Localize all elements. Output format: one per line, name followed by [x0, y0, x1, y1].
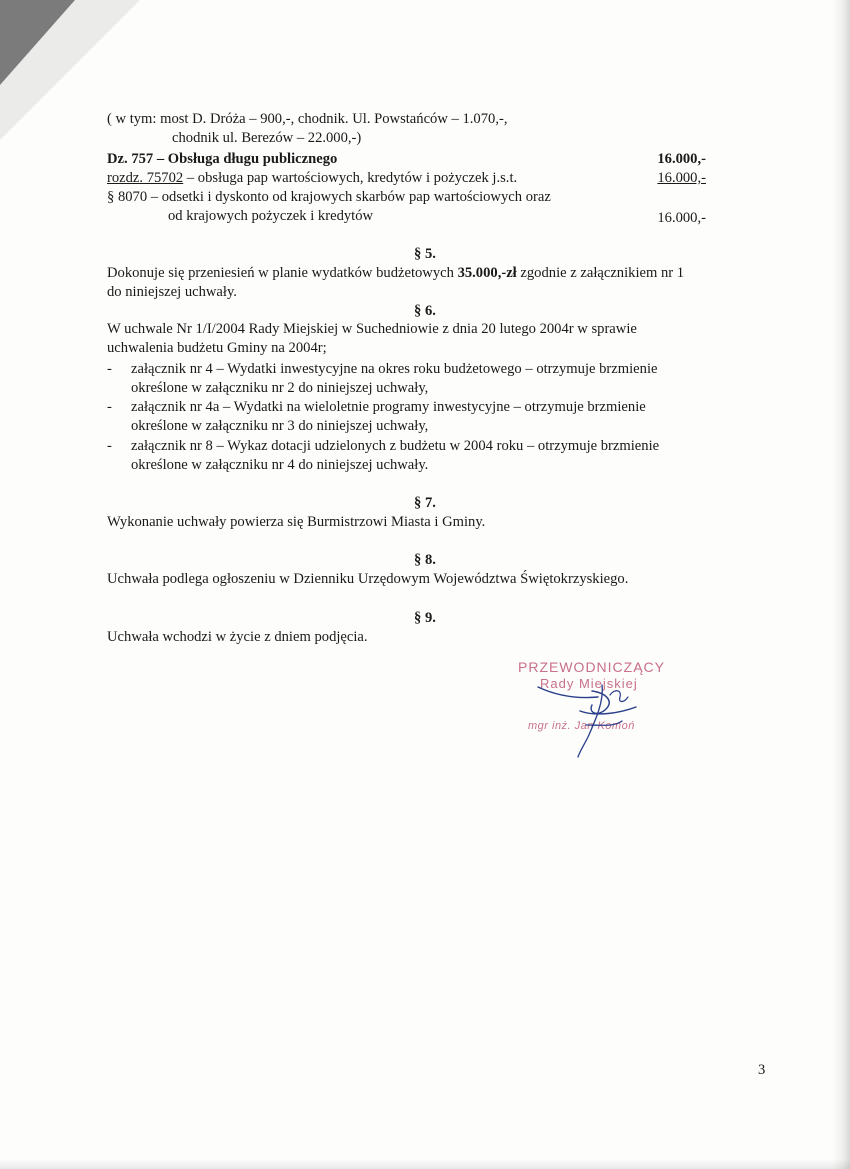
- rozdz-code: rozdz. 75702: [107, 170, 184, 186]
- section-9-text: Uchwała wchodzi w życie z dniem podjęcia.: [107, 629, 368, 645]
- section-6-line-1: W uchwale Nr 1/I/2004 Rady Miejskiej w Suchedniowie z dnia 20 lutego 2004r w sprawie: [107, 321, 637, 337]
- list-item-1-line-2: określone w załączniku nr 2 do niniejszej uchwały,: [131, 380, 429, 396]
- handwritten-signature: [510, 655, 700, 765]
- list-dash-3: -: [107, 438, 112, 454]
- section-8-text: Uchwała podlega ogłoszeniu w Dzienniku Urzędowym Województwa Świętokrzyskiego.: [107, 571, 629, 587]
- official-stamp: [510, 655, 700, 765]
- rozdz-text: – obsługa pap wartościowych, kredytów i pożyczek j.s.t.: [183, 170, 518, 186]
- budget-line-2: chodnik ul. Berezów – 22.000,-): [172, 130, 362, 146]
- section-6-line-2: uchwalenia budżetu Gminy na 2004r;: [107, 340, 327, 356]
- section-5-amount: 35.000,-zł: [457, 265, 517, 281]
- list-item-2-line-1: załącznik nr 4a – Wydatki na wieloletnie programy inwestycyjne – otrzymuje brzmienie: [131, 399, 646, 415]
- section-5-heading: § 5.: [414, 246, 436, 262]
- section-5-text-c: zgodnie z załącznikiem nr 1: [516, 265, 685, 281]
- section-8-heading: § 8.: [414, 552, 436, 568]
- scan-shadow-right: [832, 0, 850, 1169]
- par8070-line-2: od krajowych pożyczek i kredytów: [168, 208, 374, 224]
- section-5-line-2: do niniejszej uchwały.: [107, 284, 237, 300]
- rozdz-amount: 16.000,-: [657, 170, 706, 186]
- stamp-name: mgr inż. Jan Komoń: [528, 720, 635, 732]
- par8070-amount: 16.000,-: [657, 210, 706, 226]
- list-item-3-line-1: załącznik nr 8 – Wykaz dotacji udzielonych z budżetu w 2004 roku – otrzymuje brzmienie: [131, 438, 660, 454]
- stamp-title: PRZEWODNICZĄCY: [518, 659, 665, 675]
- page-number: 3: [758, 1062, 766, 1078]
- list-dash-2: -: [107, 399, 112, 415]
- section-7-text: Wykonanie uchwały powierza się Burmistrzowi Miasta i Gminy.: [107, 514, 486, 530]
- scan-shadow-bottom: [0, 1159, 850, 1169]
- list-dash-1: -: [107, 361, 112, 377]
- list-item-2-line-2: określone w załączniku nr 3 do niniejszej uchwały,: [131, 418, 429, 434]
- section-5-text-a: Dokonuje się przeniesień w planie wydatków budżetowych: [107, 265, 458, 281]
- section-dz757-label: Dz. 757 – Obsługa długu publicznego: [107, 151, 338, 167]
- section-7-heading: § 7.: [414, 495, 436, 511]
- section-5-line-1: [107, 264, 684, 282]
- section-dz757-amount: 16.000,-: [657, 151, 706, 167]
- list-item-3-line-2: określone w załączniku nr 4 do niniejszej uchwały.: [131, 457, 429, 473]
- section-9-heading: § 9.: [414, 610, 436, 626]
- stamp-council: Rady Miejskiej: [540, 676, 638, 691]
- list-item-1-line-1: załącznik nr 4 – Wydatki inwestycyjne na okres roku budżetowego – otrzymuje brzmienie: [131, 361, 658, 377]
- budget-line-1: ( w tym: most D. Dróża – 900,-, chodnik. Ul. Powstańców – 1.070,-,: [107, 111, 508, 127]
- section-6-heading: § 6.: [414, 303, 436, 319]
- rozdz-line: [107, 169, 517, 187]
- par8070-line-1: § 8070 – odsetki i dyskonto od krajowych skarbów pap wartościowych oraz: [107, 189, 551, 205]
